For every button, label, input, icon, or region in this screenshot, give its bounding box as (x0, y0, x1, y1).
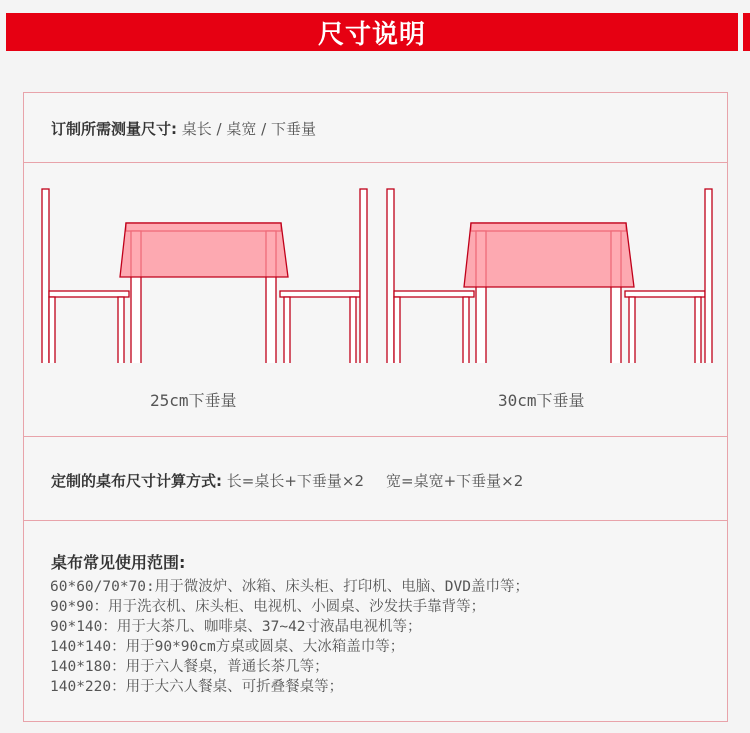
usage-title: 桌布常见使用范围: (51, 553, 186, 572)
chair-back (42, 189, 49, 363)
chair-leg (118, 297, 124, 363)
list-item: 140*140：用于90*90cm方桌或圆桌、大冰箱盖巾等； (50, 639, 405, 655)
chair-leg (350, 297, 356, 363)
caption-30cm: 30cm下垂量 (498, 391, 585, 410)
header-edge-bar (743, 13, 750, 51)
page-title: 尺寸说明 (317, 19, 426, 50)
formula-length: 长=桌长+下垂量×2 (222, 472, 365, 490)
formula-label: 定制的桌布尺寸计算方式: (51, 472, 222, 490)
measure-value: 桌长 / 桌宽 / 下垂量 (177, 120, 316, 138)
divider (24, 436, 727, 437)
table-illustration-25cm (42, 189, 367, 363)
chair-back (387, 189, 394, 363)
list-item: 90*140：用于大茶几、咖啡桌、37~42寸液晶电视机等； (50, 619, 422, 635)
chair-leg (629, 297, 635, 363)
chair-seat (394, 291, 474, 297)
measure-label: 订制所需测量尺寸: (51, 120, 177, 138)
tablecloth (464, 223, 634, 287)
chair-leg (463, 297, 469, 363)
chair-leg (49, 297, 55, 363)
divider (24, 520, 727, 521)
chair-seat (49, 291, 129, 297)
table-illustrations (24, 93, 727, 363)
caption-25cm: 25cm下垂量 (150, 391, 237, 410)
usage-list (50, 577, 529, 697)
tablecloth (120, 223, 288, 277)
list-item: 60*60/70*70:用于微波炉、冰箱、床头柜、打印机、电脑、DVD盖巾等； (50, 579, 529, 595)
table-illustration-30cm (387, 189, 712, 363)
list-item: 140*180：用于六人餐桌，普通长茶几等； (50, 659, 329, 675)
formula-width: 宽=桌宽+下垂量×2 (386, 472, 524, 490)
section-header (6, 13, 738, 51)
list-item: 90*90：用于洗衣机、床头柜、电视机、小圆桌、沙发扶手靠背等； (50, 599, 486, 615)
formula-row (51, 470, 523, 491)
chair-leg (284, 297, 290, 363)
size-guide-panel (23, 92, 728, 722)
chair-seat (625, 291, 705, 297)
chair-back (360, 189, 367, 363)
chair-back (705, 189, 712, 363)
list-item: 140*220：用于大六人餐桌、可折叠餐桌等； (50, 679, 344, 695)
chair-leg (695, 297, 701, 363)
chair-leg (394, 297, 400, 363)
chair-seat (280, 291, 360, 297)
